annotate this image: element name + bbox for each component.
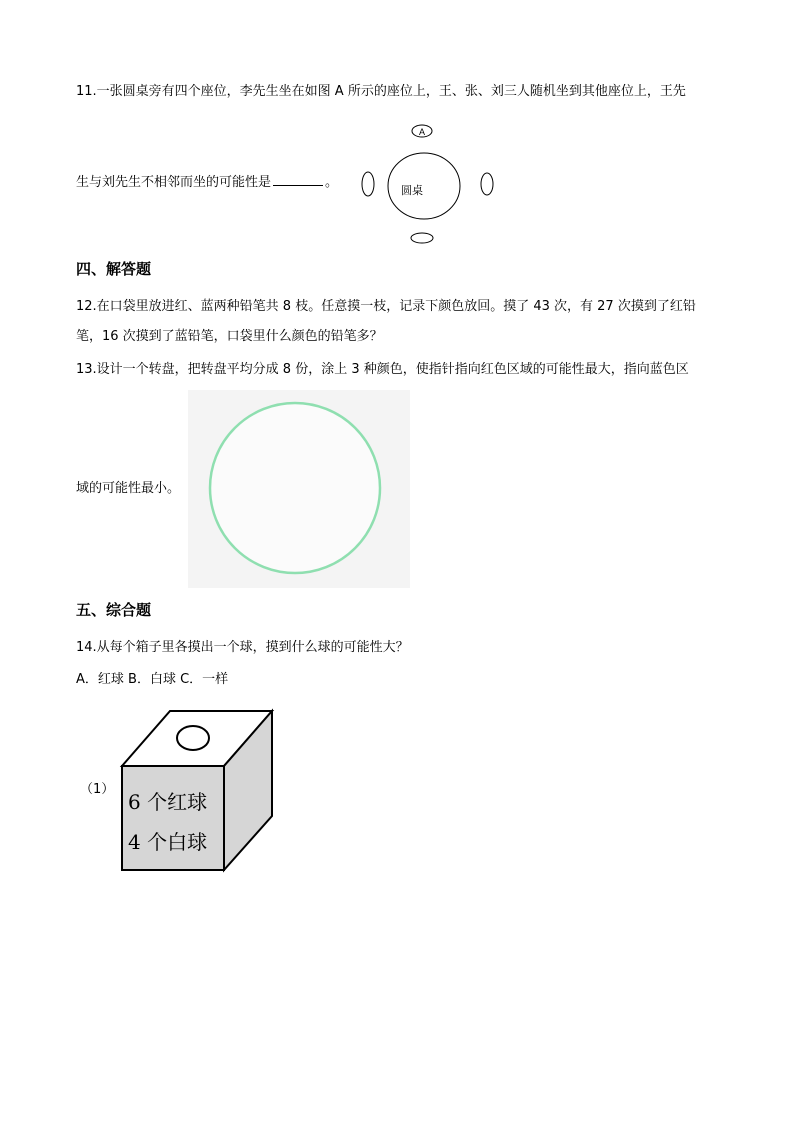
box-front-face xyxy=(122,766,224,870)
q12-line1: 12.在口袋里放进红、蓝两种铅笔共 8 枝。任意摸一枝，记录下颜色放回。摸了 43 次，有 27 次摸到了红铅 xyxy=(76,299,696,314)
q11-line2 xyxy=(76,173,338,193)
q14-question: 14.从每个箱子里各摸出一个球，摸到什么球的可能性大？ xyxy=(76,640,409,655)
seat-left xyxy=(362,172,374,196)
q11-line2-suffix: 。 xyxy=(325,175,339,190)
q13-line2: 域的可能性最小。 xyxy=(76,481,181,496)
q12-line2: 笔，16 次摸到了蓝铅笔，口袋里什么颜色的铅笔多？ xyxy=(76,329,383,344)
q11-line1: 11.一张圆桌旁有四个座位，李先生坐在如图 A 所示的座位上，王、张、刘三人随机坐到其他座位上，王先 xyxy=(76,84,686,99)
ball-box xyxy=(120,708,280,874)
seat-bottom xyxy=(411,233,433,243)
q11-line2-prefix: 生与刘先生不相邻而坐的可能性是 xyxy=(76,175,272,190)
round-table-diagram xyxy=(355,120,505,245)
seat-right xyxy=(481,173,493,195)
section4-title: 四、解答题 xyxy=(76,260,152,278)
spinner-image xyxy=(188,390,410,588)
round-table xyxy=(388,153,460,219)
box-line1: 6 个红球 xyxy=(128,790,208,814)
q14-sub-label: （1） xyxy=(80,782,115,797)
seat-a-label: A xyxy=(418,127,426,137)
q14-options: A．红球 B．白球 C．一样 xyxy=(76,672,229,687)
box-line2: 4 个白球 xyxy=(128,830,208,854)
box-hole xyxy=(177,726,209,750)
q11-answer-blank[interactable] xyxy=(273,173,323,186)
round-table-label: 圆桌 xyxy=(401,184,423,197)
spinner-circle xyxy=(210,403,380,573)
section5-title: 五、综合题 xyxy=(76,601,152,619)
q13-line1: 13.设计一个转盘，把转盘平均分成 8 份，涂上 3 种颜色，使指针指向红色区域的可能性最大，指向蓝色区 xyxy=(76,362,689,377)
